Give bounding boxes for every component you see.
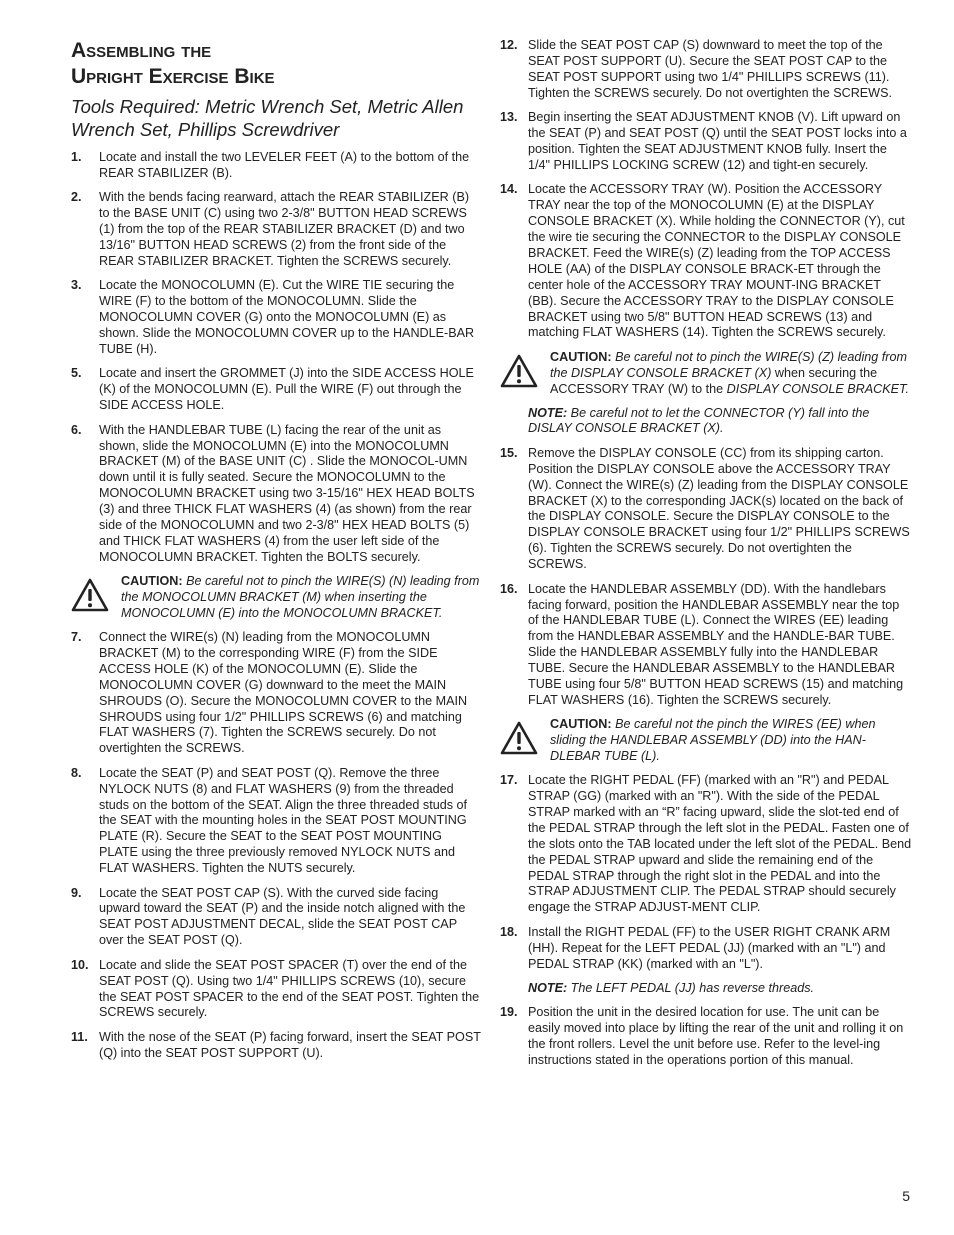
caution-message: Be careful not the pinch the WIRES (EE) when sliding the HANDLEBAR ASSEMBLY (DD) into the HAN-DLEBAR TUBE (L).: [550, 717, 876, 764]
page-title-line-1: Assembling the: [71, 39, 212, 62]
step-number: 15.: [500, 445, 518, 460]
step-text: With the HANDLEBAR TUBE (L) facing the rear of the unit as shown, slide the MONOCOLUMN (E) into the MONOCOLUMN BRACKET (M) of the BASE UNIT (C) . Slide the MONOCOL-UMN down until it is fully seated. Secure the MONOCOLUMN to the MONOCOLUMN BRACKET using two 3-15/16" HEX HEAD BOLTS (3) and three THICK FLAT WASHERS (4) (as shown) from the rear side of the MONOCOLUMN and two 2-3/8" HEX HEAD BOLTS (5) and THICK FLAT WASHERS (4) from the user left side of the MONOCOLUMN BRACKET. Tighten the BOLTS securely.: [99, 422, 475, 564]
step-number: 19.: [500, 1005, 518, 1020]
warning-icon: [500, 350, 550, 398]
caution-block-2: [500, 350, 912, 398]
step-number: 18.: [500, 924, 518, 939]
step-text: Locate the SEAT POST CAP (S). With the curved side facing upward toward the SEAT (P) and the inside notch aligned with the SEAT POST ADJUSTMENT DECAL, slide the SEAT POST CAP over the SEAT POST (Q).: [99, 885, 466, 948]
step-text: Locate and install the two LEVELER FEET (A) to the bottom of the REAR STABILIZER (B).: [99, 150, 470, 180]
step-text: Locate the MONOCOLUMN (E). Cut the WIRE TIE securing the WIRE (F) to the bottom of the MONOCOLUMN. Slide the MONOCOLUMN COVER (G) onto the MONOCOLUMN (E) as shown. Slide the MONOCOLUMN COVER up to the HANDLE-BAR TUBE (H).: [99, 278, 475, 356]
step-5: [71, 366, 481, 414]
step-13: [500, 110, 912, 174]
step-number: 1.: [71, 150, 82, 164]
step-number: 5.: [71, 366, 82, 381]
page-number: 5: [902, 1188, 910, 1204]
step-number: 9.: [71, 885, 82, 900]
caution-message-part-a: Be careful not to pinch the WIRE(S) (Z) leading from the DISPLAY CONSOLE BRACKET (X): [550, 349, 907, 380]
step-18: [500, 925, 912, 973]
step-6: [71, 423, 481, 566]
step-text: Locate the HANDLEBAR ASSEMBLY (DD). With the handlebars facing forward, position the HANDLEBAR ASSEMBLY near the top of the HANDLEBAR TUBE (L). Connect the WIRES (EE) leading from the HANDLEBAR ASSEMBLY and the HANDLE-BAR TUBE. Slide the HANDLEBAR ASSEMBLY fully into the HANDLEBAR TUBE. Secure the HANDLEBAR ASSEMBLY to the HANDLEBAR TUBE using four 5/8" BUTTON HEAD SCREWS (15) and matching FLAT WASHERS (16). Tighten the SCREWS securely.: [528, 581, 904, 707]
step-number: 13.: [500, 110, 518, 125]
step-number: 17.: [500, 773, 518, 788]
step-text: Locate and slide the SEAT POST SPACER (T) over the end of the SEAT POST (Q). Using two 1/4" PHILLIPS SCREWS (10), secure the SEAT POST SPACER to the end of the SEAT POST. Tighten the SCREWS securely.: [99, 957, 480, 1020]
caution-text: [550, 350, 912, 398]
step-number: 11.: [71, 1029, 88, 1044]
step-19: [500, 1005, 912, 1069]
note-label: NOTE:: [528, 980, 568, 995]
caution-message-part-c: DISPLAY CONSOLE BRACKET.: [726, 381, 910, 396]
caution-label: CAUTION:: [121, 574, 183, 589]
step-number: 7.: [71, 629, 82, 644]
left-column: [71, 38, 481, 1070]
warning-icon: [500, 717, 550, 765]
step-number: 8.: [71, 765, 82, 780]
step-text: With the bends facing rearward, attach the REAR STABILIZER (B) to the BASE UNIT (C) using two 2-3/8" BUTTON HEAD SCREWS (1) from the top of the REAR STABILIZER BRACKET (D) and two 13/16" BUTTON HEAD SCREWS (2) from the front side of the REAR STABILIZER BRACKET. Tighten the SCREWS securely.: [99, 190, 470, 268]
step-text: Position the unit in the desired location for use. The unit can be easily moved into place by lifting the rear of the unit and rolling it on the front rollers. Level the unit before use. Refer to the level-ing instructions stated in the operations portion of this manual.: [528, 1005, 904, 1068]
page-title-line-2: Upright Exercise Bike: [71, 65, 275, 88]
note-text: The LEFT PEDAL (JJ) has reverse threads.: [567, 980, 815, 995]
step-2: [71, 190, 481, 270]
step-text: Slide the SEAT POST CAP (S) downward to meet the top of the SEAT POST SUPPORT (U). Secure the SEAT POST CAP to the SEAT POST SUPPORT using two 1/4" PHILLIPS SCREWS (11). Tighten the SCREWS securely. Do not overtighten the SCREWS.: [528, 38, 892, 100]
step-text: Locate the ACCESSORY TRAY (W). Position the ACCESSORY TRAY near the top of the MONOCOLUMN (E) at the DISPLAY CONSOLE BRACKET (X). While holding the CONNECTOR (Y), cut the wire tie securing the CONNECTOR to the DISPLAY CONSOLE BRACKET. Feed the WIRE(s) (Z) leading from the TOP ACCESS HOLE (AA) of the DISPLAY CONSOLE BRACK-ET through the center hole of the ACCESSORY TRAY MOUNT-ING BRACKET (BB). Secure the ACCESSORY TRAY to the DISPLAY CONSOLE BRACKET using two 5/8" BUTTON HEAD SCREWS (13) and matching FLAT WASHERS (14). Tighten the SCREWS securely.: [528, 182, 905, 340]
warning-icon: [71, 574, 121, 622]
step-number: 10.: [71, 957, 89, 972]
caution-text: [550, 717, 912, 765]
tools-required-subtitle: Tools Required: Metric Wrench Set, Metric Allen Wrench Set, Phillips Screwdriver: [71, 96, 464, 140]
caution-block-1: [71, 574, 481, 622]
note-text: Be careful not to let the CONNECTOR (Y) fall into the DISLAY CONSOLE BRACKET (X).: [528, 405, 870, 436]
step-15: [500, 446, 912, 573]
caution-message-part-b: when securing the ACCESSORY TRAY (W) to the: [550, 365, 878, 396]
note-1: [528, 406, 912, 438]
note-2: [528, 981, 912, 997]
step-10: [71, 958, 481, 1022]
step-number: 2.: [71, 190, 82, 205]
step-14: [500, 182, 912, 341]
step-text: Locate the SEAT (P) and SEAT POST (Q). Remove the three NYLOCK NUTS (8) and FLAT WASHERS (9) from the threaded studs on the bottom of the SEAT. Align the three threaded studs of the SEAT with the mounting holes in the SEAT POST MOUNTING PLATE (R). Secure the SEAT to the SEAT POST MOUNTING PLATE using the three previously removed NYLOCK NUTS and FLAT WASHERS. Tighten the NUTS securely.: [99, 765, 468, 876]
step-16: [500, 582, 912, 709]
caution-message: Be careful not to pinch the WIRE(S) (N) leading from the MONOCOLUMN BRACKET (M) when inserting the MONOCOLUMN (E) into the MONOCOLUMN BRACKET.: [121, 574, 480, 621]
right-column: [500, 38, 912, 1077]
step-number: 6.: [71, 422, 82, 437]
caution-block-3: [500, 717, 912, 765]
step-text: Locate the RIGHT PEDAL (FF) (marked with an "R") and PEDAL STRAP (GG) (marked with an "R"). With the side of the PEDAL STRAP marked with an “R” facing upward, slide the slot-ted end of the PEDAL STRAP through the left slot in the PEDAL. Fasten one of the slots onto the TAB located under the left slot of the PEDAL. Bend the PEDAL STRAP upward and slide the remaining end of the PEDAL STRAP through the right slot in the PEDAL and into the STRAP ADJUSTMENT CLIP. The PEDAL STRAP should securely engage the STRAP ADJUST-MENT CLIP.: [528, 773, 912, 915]
step-number: 3.: [71, 278, 82, 293]
step-11: [71, 1030, 481, 1062]
step-text: With the nose of the SEAT (P) facing forward, insert the SEAT POST (Q) into the SEAT POST SUPPORT (U).: [99, 1029, 481, 1060]
caution-text: [121, 574, 481, 622]
step-text: Connect the WIRE(s) (N) leading from the MONOCOLUMN BRACKET (M) to the corresponding WIRE (F) from the SIDE ACCESS HOLE (K) of the MONOCOLUMN (E). Slide the MONOCOLUMN COVER (G) downward to the meet the MAIN SHROUDS (O). Secure the MONOCOLUMN COVER to the MAIN SHROUDS using four 1/2" PHILLIPS SCREWS (6) and matching FLAT WASHERS (7). Tighten the SCREWS securely. Do not overtighten the SCREWS.: [99, 629, 468, 756]
step-7: [71, 630, 481, 757]
step-9: [71, 886, 481, 950]
caution-label: CAUTION:: [550, 349, 612, 364]
step-number: 14.: [500, 182, 518, 197]
caution-label: CAUTION:: [550, 717, 612, 732]
step-text: Begin inserting the SEAT ADJUSTMENT KNOB (V). Lift upward on the SEAT (P) and SEAT POST (Q) until the SEAT POST locks into a position. Tighten the SEAT ADJUSTMENT KNOB fully. Insert the 1/4" PHILLIPS LOCKING SCREW (12) and tight-en securely.: [528, 110, 907, 172]
step-number: 16.: [500, 581, 518, 596]
note-label: NOTE:: [528, 405, 568, 420]
step-number: 12.: [500, 38, 518, 52]
step-3: [71, 278, 481, 358]
step-12: [500, 38, 912, 102]
step-text: Install the RIGHT PEDAL (FF) to the USER RIGHT CRANK ARM (HH). Repeat for the LEFT PEDAL (JJ) (marked with an "L") and PEDAL STRAP (KK) (marked with an "L").: [528, 924, 891, 971]
step-text: Remove the DISPLAY CONSOLE (CC) from its shipping carton. Position the DISPLAY CONSOLE above the ACCESSORY TRAY (W). Connect the WIRE(s) (Z) leading from the DISPLAY CONSOLE BRACKET (X) to the corresponding JACK(s) located on the back of the DISPLAY CONSOLE. Secure the DISPLAY CONSOLE to the DISPLAY CONSOLE BRACKET using four 1/2" PHILLIPS SCREWS (6). Tighten the SCREWS securely. Do not overtighten the SCREWS.: [528, 445, 910, 572]
step-8: [71, 766, 481, 877]
step-1: [71, 150, 481, 182]
step-text: Locate and insert the GROMMET (J) into the SIDE ACCESS HOLE (K) of the MONOCOLUMN (E). Pull the WIRE (F) out through the SIDE ACCESS HOLE.: [99, 366, 474, 413]
step-17: [500, 773, 912, 916]
